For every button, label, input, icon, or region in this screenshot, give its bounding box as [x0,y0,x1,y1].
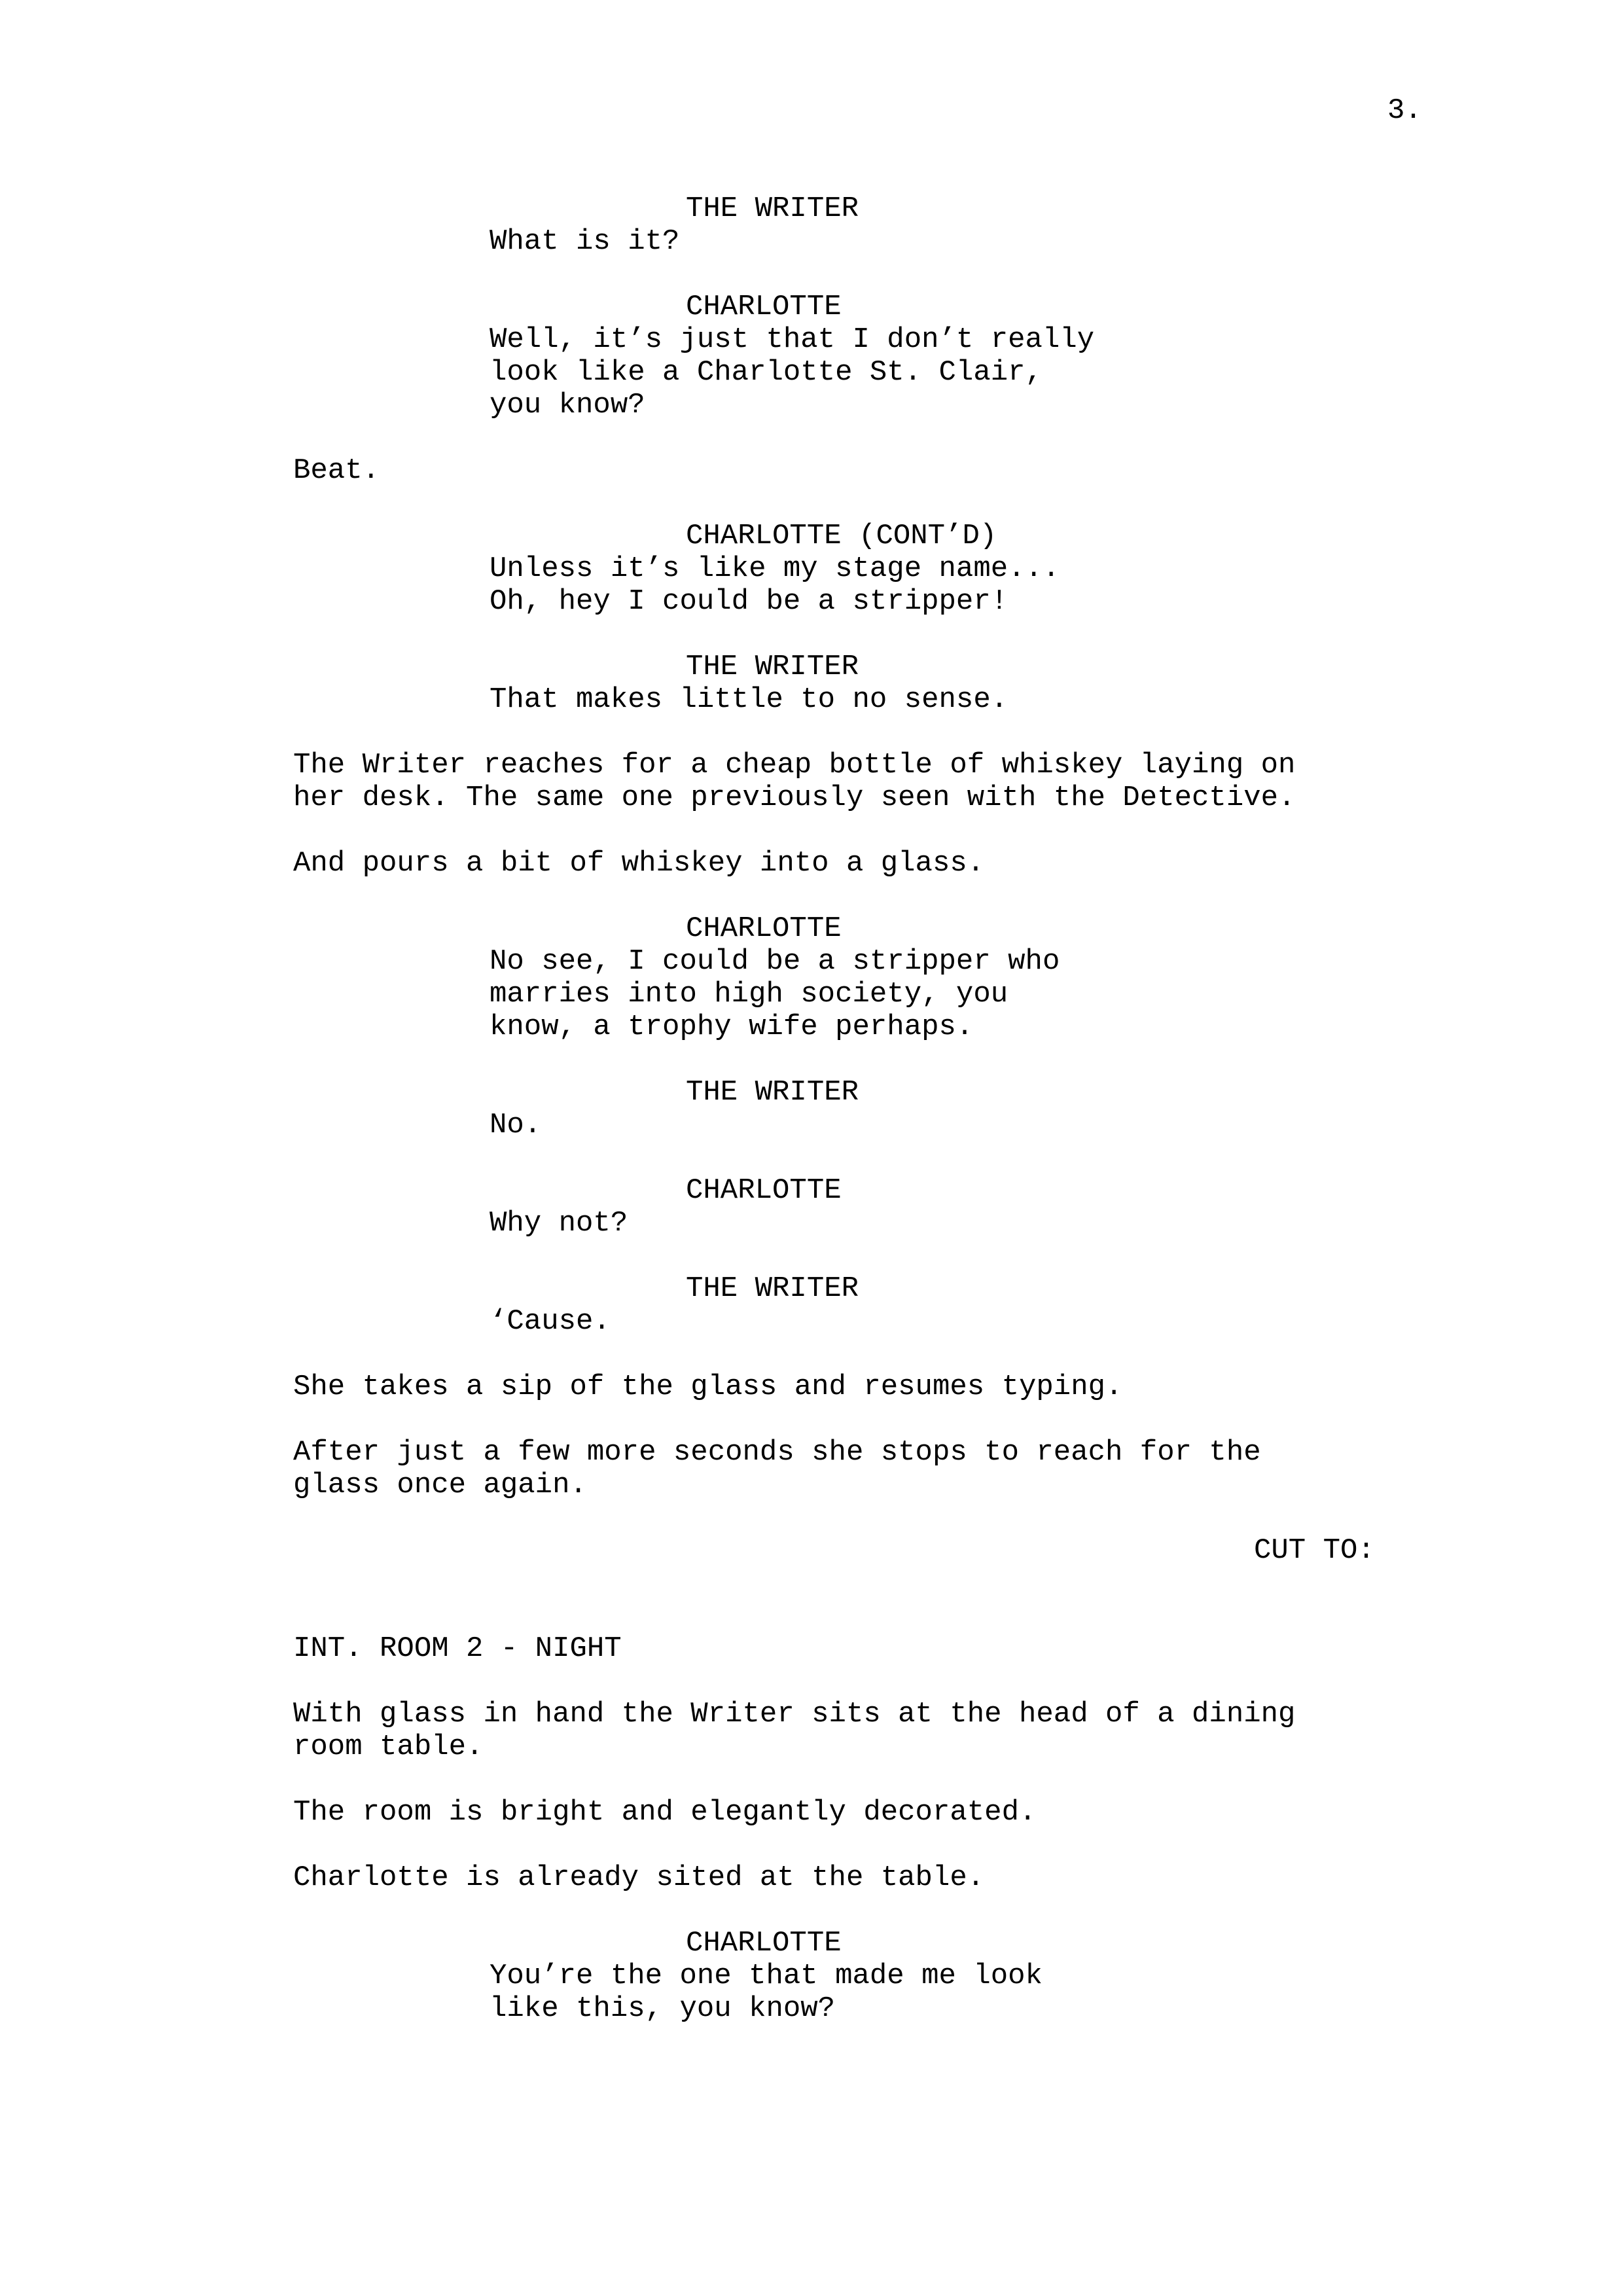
character-name: THE WRITER [686,651,859,683]
action-line: With glass in hand the Writer sits at the head of a dining [293,1698,1296,1731]
action-line: And pours a bit of whiskey into a glass. [293,847,985,880]
character-name: THE WRITER [686,1076,859,1109]
action-line: her desk. The same one previously seen with the Detective. [293,781,1296,814]
character-name: CHARLOTTE [686,1927,842,1960]
character-name: THE WRITER [686,192,859,225]
dialogue-line: know, a trophy wife perhaps. [490,1011,974,1043]
dialogue-line: ‘Cause. [490,1305,611,1338]
scene-heading: INT. ROOM 2 - NIGHT [293,1632,622,1665]
transition: CUT TO: [1254,1534,1375,1567]
action-line: The room is bright and elegantly decorated. [293,1796,1037,1829]
dialogue-line: No see, I could be a stripper who [490,945,1060,978]
dialogue-line: You’re the one that made me look [490,1960,1043,1992]
dialogue-line: That makes little to no sense. [490,683,1008,716]
action-line: She takes a sip of the glass and resumes typing. [293,1371,1123,1403]
action-line: room table. [293,1731,484,1763]
action-line: glass once again. [293,1469,587,1501]
character-name: CHARLOTTE [686,291,842,323]
dialogue-line: Why not? [490,1207,628,1240]
dialogue-line: Oh, hey I could be a stripper! [490,585,1008,618]
page-number: 3. [1387,94,1422,127]
dialogue-line: Well, it’s just that I don’t really [490,323,1095,356]
action-line: Beat. [293,454,380,487]
dialogue-line: marries into high society, you [490,978,1008,1011]
character-name: THE WRITER [686,1272,859,1305]
dialogue-line: What is it? [490,225,680,258]
dialogue-line: No. [490,1109,542,1141]
action-line: Charlotte is already sited at the table. [293,1861,985,1894]
action-line: The Writer reaches for a cheap bottle of whiskey laying on [293,749,1296,781]
character-name: CHARLOTTE (CONT’D) [686,520,997,552]
dialogue-line: look like a Charlotte St. Clair, [490,356,1043,389]
action-line: After just a few more seconds she stops to reach for the [293,1436,1261,1469]
dialogue-line: you know? [490,389,645,422]
dialogue-line: like this, you know? [490,1992,836,2025]
dialogue-line: Unless it’s like my stage name... [490,552,1060,585]
character-name: CHARLOTTE [686,912,842,945]
character-name: CHARLOTTE [686,1174,842,1207]
